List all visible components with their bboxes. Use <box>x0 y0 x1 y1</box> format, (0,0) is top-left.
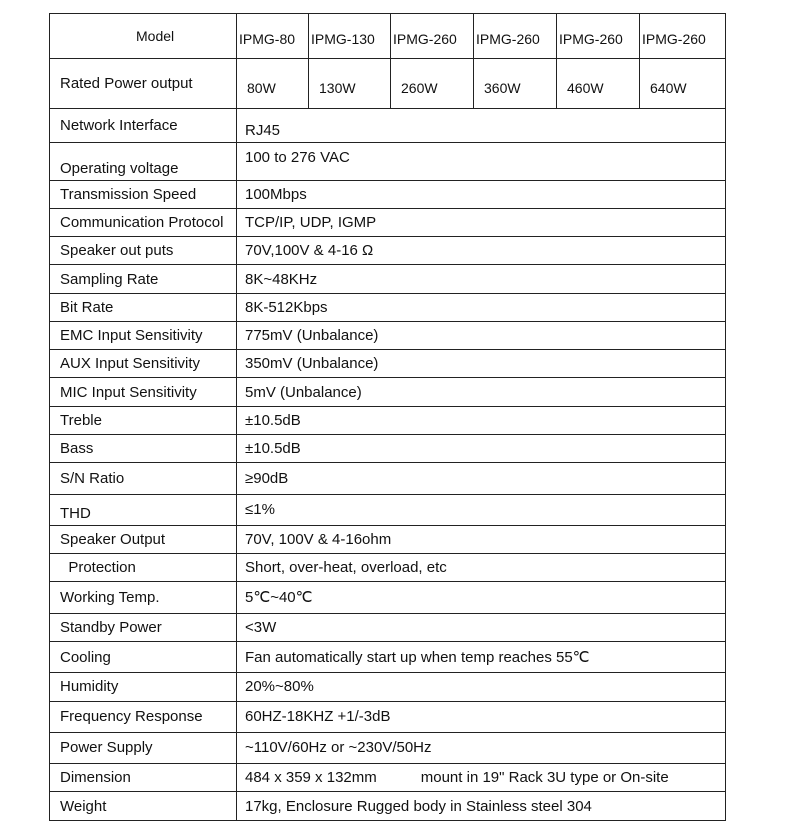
spec-label: Network Interface <box>50 108 237 142</box>
model-row <box>50 14 726 59</box>
spec-label: Dimension <box>50 764 237 792</box>
spec-label: Standby Power <box>50 613 237 641</box>
spec-table <box>49 13 726 821</box>
spec-row <box>50 582 726 613</box>
spec-label: Transmission Speed <box>50 180 237 208</box>
spec-label: Humidity <box>50 673 237 701</box>
model-name: IPMG-260 <box>474 14 557 59</box>
spec-value: 20%~80% <box>237 673 726 701</box>
spec-value: 5℃~40℃ <box>237 582 726 613</box>
spec-label: S/N Ratio <box>50 463 237 494</box>
spec-row <box>50 494 726 525</box>
spec-row <box>50 792 726 821</box>
power-label: Rated Power output <box>50 59 237 108</box>
spec-value: TCP/IP, UDP, IGMP <box>237 208 726 236</box>
model-label: Model <box>50 14 237 59</box>
spec-row <box>50 208 726 236</box>
spec-value: 8K-512Kbps <box>237 293 726 321</box>
spec-row <box>50 701 726 732</box>
spec-label: EMC Input Sensitivity <box>50 321 237 349</box>
spec-value: ≤1% <box>237 494 726 525</box>
spec-value: 60HZ-18KHZ +1/-3dB <box>237 701 726 732</box>
spec-row <box>50 732 726 763</box>
model-name: IPMG-80 <box>237 14 309 59</box>
power-value: 80W <box>237 59 309 108</box>
spec-label: THD <box>50 494 237 525</box>
model-name: IPMG-260 <box>640 14 726 59</box>
spec-row <box>50 764 726 792</box>
spec-label: Communication Protocol <box>50 208 237 236</box>
spec-label: Working Temp. <box>50 582 237 613</box>
spec-row <box>50 435 726 463</box>
spec-value: ~110V/60Hz or ~230V/50Hz <box>237 732 726 763</box>
model-name: IPMG-260 <box>557 14 640 59</box>
power-row <box>50 59 726 108</box>
spec-label: Treble <box>50 406 237 434</box>
spec-label: Sampling Rate <box>50 265 237 293</box>
spec-label: Bit Rate <box>50 293 237 321</box>
spec-value: 100Mbps <box>237 180 726 208</box>
power-value: 360W <box>474 59 557 108</box>
power-value: 260W <box>391 59 474 108</box>
spec-value: 70V, 100V & 4-16ohm <box>237 525 726 553</box>
spec-row <box>50 378 726 406</box>
dimension-size: 484 x 359 x 132mm <box>245 769 377 787</box>
spec-label: Operating voltage <box>50 143 237 180</box>
power-value: 640W <box>640 59 726 108</box>
spec-row <box>50 108 726 142</box>
spec-value: ±10.5dB <box>237 406 726 434</box>
model-name: IPMG-260 <box>391 14 474 59</box>
spec-row <box>50 265 726 293</box>
spec-value: 8K~48KHz <box>237 265 726 293</box>
spec-label: AUX Input Sensitivity <box>50 350 237 378</box>
spec-value: 350mV (Unbalance) <box>237 350 726 378</box>
spec-label: Weight <box>50 792 237 821</box>
spec-label: Bass <box>50 435 237 463</box>
power-value: 130W <box>309 59 391 108</box>
power-value: 460W <box>557 59 640 108</box>
spec-row <box>50 641 726 672</box>
spec-label: Cooling <box>50 641 237 672</box>
spec-row <box>50 463 726 494</box>
spec-value: 17kg, Enclosure Rugged body in Stainless steel 304 <box>237 792 726 821</box>
spec-row <box>50 321 726 349</box>
spec-row <box>50 613 726 641</box>
spec-value: 100 to 276 VAC <box>237 143 726 180</box>
dimension-mount: mount in 19" Rack 3U type or On-site <box>420 769 669 787</box>
spec-label: Power Supply <box>50 732 237 763</box>
spec-value: Short, over-heat, overload, etc <box>237 554 726 582</box>
spec-value: RJ45 <box>237 108 726 142</box>
spec-label: MIC Input Sensitivity <box>50 378 237 406</box>
model-name: IPMG-130 <box>309 14 391 59</box>
spec-row <box>50 293 726 321</box>
spec-row <box>50 406 726 434</box>
spec-value: Fan automatically start up when temp reaches 55℃ <box>237 641 726 672</box>
spec-value: <3W <box>237 613 726 641</box>
spec-row <box>50 554 726 582</box>
spec-row <box>50 237 726 265</box>
spec-label: Speaker out puts <box>50 237 237 265</box>
spec-value: 775mV (Unbalance) <box>237 321 726 349</box>
spec-label: Frequency Response <box>50 701 237 732</box>
spec-row <box>50 525 726 553</box>
spec-row <box>50 143 726 180</box>
spec-value: ±10.5dB <box>237 435 726 463</box>
spec-label: Protection <box>50 554 237 582</box>
spec-value: 5mV (Unbalance) <box>237 378 726 406</box>
spec-value <box>237 764 726 792</box>
spec-row <box>50 673 726 701</box>
spec-label: Speaker Output <box>50 525 237 553</box>
spec-value: ≥90dB <box>237 463 726 494</box>
spec-value: 70V,100V & 4-16 Ω <box>237 237 726 265</box>
spec-row <box>50 180 726 208</box>
spec-row <box>50 350 726 378</box>
